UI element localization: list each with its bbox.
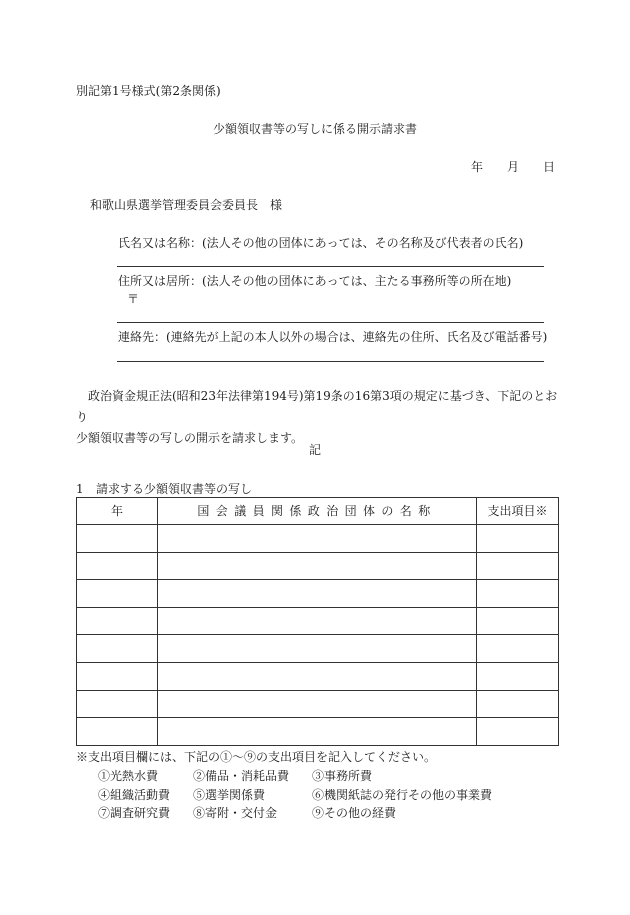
table-header-row (77, 498, 559, 525)
table-row (77, 635, 559, 663)
year-cell[interactable] (77, 635, 158, 663)
table-row (77, 662, 559, 690)
expense-item-cell[interactable] (477, 525, 559, 553)
document-title: 少額領収書等の写しに係る開示請求書 (212, 122, 417, 136)
date-line (443, 160, 555, 174)
category-item: ⑦調査研究費 (98, 806, 171, 820)
date-day-label: 日 (542, 160, 555, 174)
section-heading-text: 請求する少額領収書等の写し (96, 482, 253, 496)
table-row (77, 552, 559, 580)
organization-cell[interactable] (158, 662, 477, 690)
expense-item-cell[interactable] (477, 635, 559, 663)
header-organization-name: 国会議員関係政治団体の名称 (158, 498, 477, 525)
organization-cell[interactable] (158, 690, 477, 718)
request-table (76, 497, 559, 746)
section-number: 1 (76, 482, 84, 496)
year-cell[interactable] (77, 607, 158, 635)
year-cell[interactable] (77, 580, 158, 608)
year-cell[interactable] (77, 552, 158, 580)
category-item: ⑤選挙関係費 (193, 788, 266, 802)
category-item: ①光熱水費 (98, 769, 159, 783)
request-statement-line-2: 少額領収書等の写しの開示を請求します。 (76, 431, 304, 445)
year-cell[interactable] (77, 662, 158, 690)
form-number: 別記第1号様式(第2条関係) (76, 84, 221, 98)
expense-item-cell[interactable] (477, 607, 559, 635)
contact-label: 連絡先：(連絡先が上記の本人以外の場合は、連絡先の住所、氏名及び電話番号) (118, 330, 548, 344)
table-row (77, 580, 559, 608)
organization-cell[interactable] (158, 552, 477, 580)
organization-cell[interactable] (158, 607, 477, 635)
year-cell[interactable] (77, 718, 158, 746)
date-month-label: 月 (506, 160, 519, 174)
table-row (77, 607, 559, 635)
category-item: ⑧寄附・交付金 (193, 806, 278, 820)
postal-mark-icon: 〒 (127, 292, 140, 306)
category-item: ⑨その他の経費 (312, 806, 397, 820)
header-year: 年 (77, 498, 158, 525)
requester-address-field[interactable] (117, 322, 544, 323)
requester-address-label: 住所又は居所：(法人その他の団体にあっては、主たる事務所等の所在地) (118, 274, 512, 288)
requester-name-field[interactable] (117, 266, 544, 267)
table-row (77, 718, 559, 746)
section-heading (76, 482, 252, 496)
organization-cell[interactable] (158, 718, 477, 746)
expense-item-cell[interactable] (477, 662, 559, 690)
year-cell[interactable] (77, 690, 158, 718)
organization-cell[interactable] (158, 635, 477, 663)
addressee: 和歌山県選挙管理委員会委員長 様 (90, 198, 283, 212)
expense-item-cell[interactable] (477, 580, 559, 608)
date-year-label: 年 (470, 160, 483, 174)
request-statement-line-1: 政治資金規正法(昭和23年法律第194号)第19条の16第3項の規定に基づき、下記のとおり (76, 389, 558, 424)
category-item: ④組織活動費 (98, 788, 171, 802)
header-expense-item: 支出項目※ (477, 498, 559, 525)
expense-item-cell[interactable] (477, 552, 559, 580)
table-row (77, 525, 559, 553)
requester-name-label: 氏名又は名称：(法人その他の団体にあっては、その名称及び代表者の氏名) (118, 236, 524, 250)
table-row (77, 690, 559, 718)
category-item: ②備品・消耗品費 (193, 769, 290, 783)
year-cell[interactable] (77, 525, 158, 553)
ki-heading: 記 (308, 443, 321, 457)
expense-item-cell[interactable] (477, 690, 559, 718)
request-statement (76, 386, 560, 449)
category-item: ⑥機関紙誌の発行その他の事業費 (312, 788, 493, 802)
category-item: ③事務所費 (312, 769, 373, 783)
expense-item-cell[interactable] (477, 718, 559, 746)
organization-cell[interactable] (158, 580, 477, 608)
expense-item-note: ※支出項目欄には、下記の①～⑨の支出項目を記入してください。 (76, 750, 437, 764)
contact-field[interactable] (117, 361, 544, 362)
organization-cell[interactable] (158, 525, 477, 553)
